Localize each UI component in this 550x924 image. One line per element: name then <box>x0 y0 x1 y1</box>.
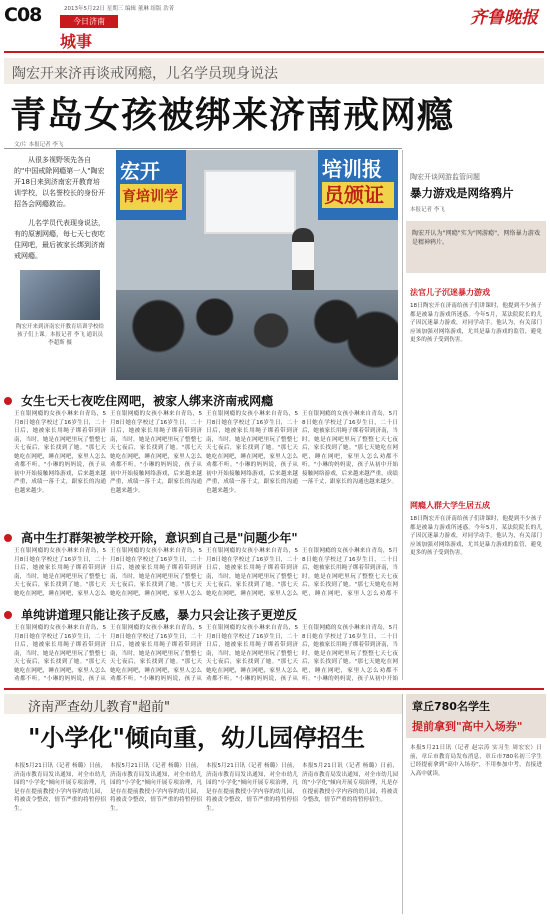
section-tab: 今日济南 <box>60 15 118 28</box>
sidebar-body: 18日陶宏开在济南给孩子们讲课时，他提到不少孩子都是被暴力游戏所迷惑。今年5月，某法院院长的儿子因沉迷暴力游戏，对同学动手。他认为，有关部门应该加强对网络游戏，尤其是暴力游戏的监管，避免更多的孩子受到伤害。 <box>410 516 542 556</box>
page-number: C08 <box>4 4 42 26</box>
body-text: 王在银网瘾的女孩小琳来自青岛，5月8日她在学校过了16岁生日，二十日后，她被家长用绳子绑着带到济南，当时，她是在网吧里玩了整整七天七夜后，家长找到了她。"那七天她吃在网吧，睡在网吧，家里人怎么 <box>206 548 298 597</box>
subhead-row <box>4 604 402 623</box>
sidebar-kicker: 陶宏开谈网游监管问题 <box>410 173 480 181</box>
photo-banner-left: 宏开 育培训学 <box>116 150 186 220</box>
sidebar-subhead-2: 网瘾人群大学生居五成 <box>410 501 490 510</box>
bottom-right-head-band <box>406 694 546 738</box>
column-divider <box>402 150 403 680</box>
subhead-2: 高中生打群架被学校开除，意识到自己是"问题少年" <box>21 531 298 545</box>
projector-screen <box>204 170 296 234</box>
sidebar-headline: 暴力游戏是网络鸦片 <box>410 186 514 200</box>
photo-banner-right: 培训报 员颁证 <box>318 150 398 220</box>
sidebar-subhead: 法官儿子沉迷暴力游戏 <box>410 288 490 297</box>
column-divider <box>402 694 403 914</box>
body-text: 王在银网瘾的女孩小琳来自青岛，5月8日她在学校过了16岁生日，二十日后，她被家长用绳子绑着带到济南，当时，她是在网吧里玩了整整七天七夜后，家长找到了她。"那七天她吃在网吧，睡在网吧，家里人怎么劝都不听。"小琳的妈妈说，孩子从初中开始接触网络游戏，后来越来越严重，成绩一落千丈，跟家长的沟通也越来越少。 <box>14 411 106 494</box>
bottom-body: 本报5月21日讯（记者 杨璐）日前，济南市教育局发出通知，对全市幼儿园的"小学化"倾向开展专项治理，凡是存在提前教授小学内容的幼儿园，将被责令整改，情节严重的将暂停招生。 <box>110 763 202 812</box>
bottom-body: 本报5月21日讯（记者 杨璐）日前，济南市教育局发出通知，对全市幼儿园的"小学化"倾向开展专项治理，凡是存在提前教授小学内容的幼儿园，将被责令整改，情节严重的将暂停招生。 <box>302 763 398 803</box>
sidebar-byline: 本报记者 李飞 <box>410 207 445 213</box>
sidebar-intro: 陶宏开认为"网瘾"实为"网游瘾"，网络暴力游戏是精神鸦片。 <box>406 221 546 273</box>
bullet-icon <box>4 611 12 619</box>
sidebar <box>406 150 546 605</box>
sidebar-body: 18日陶宏开在济南给孩子们讲课时，他提到不少孩子都是被暴力游戏所迷惑。今年5月，某法院院长的儿子因沉迷暴力游戏，对同学动手。他认为，有关部门应该加强对网络游戏，尤其是暴力游戏的监管，避免更多的孩子受到伤害。 <box>410 303 542 343</box>
bullet-icon <box>4 397 12 405</box>
lead-paragraph: 儿名学员代表现身说法，有的原割网瘾，每七天七夜吃住网吧，最后被家长绑到济南戒网瘾。 <box>14 219 105 260</box>
lead-paragraph: 从很多视野领先各自的"中国戒除网瘾第一人"陶宏开18日来到济南宏开教育培训学校，以名誉校长的身份开招各会网瘾救治。 <box>14 156 105 208</box>
bottom-headline: "小学化"倾向重，幼儿园停招生 <box>28 723 366 752</box>
bottom-body: 本报5月21日讯（记者 杨璐）日前，济南市教育局发出通知，对全市幼儿园的"小学化"倾向开展专项治理，凡是存在提前教授小学内容的幼儿园，将被责令整改，情节严重的将暂停招生。 <box>206 763 298 812</box>
bottom-right-body: 本报5月21日讯（记者 赵宗涛 实习生 周宏宏）日前，章丘市教育局发布消息，章丘市780名初三学生已经提前拿到"高中入场券"，不用参加中考，直接进入高中就读。 <box>410 745 542 777</box>
top-kicker: 陶宏开来济再谈戒网瘾，儿名学员现身说法 <box>12 66 278 82</box>
body-text: 王在银网瘾的女孩小琳来自青岛，5月8日她在学校过了16岁生日，二十日后，她被家长用绳子绑着带到济南，当时，她是在网吧里玩了整整七天七夜后，家长找到了她。"那七天她吃在网吧，睡在网吧，家里人怎么劝都不听。"小琳的妈妈说，孩子从 <box>110 625 202 682</box>
classroom-photo <box>116 150 398 380</box>
top-headline: 青岛女孩被绑来济南戒网瘾 <box>10 94 455 136</box>
bottom-body: 本报5月21日讯（记者 杨璐）日前，济南市教育局发出通知，对全市幼儿园的"小学化"倾向开展专项治理，凡是存在提前教授小学内容的幼儿园，将被责令整改，情节严重的将暂停招生。 <box>14 763 106 812</box>
top-byline: 文/片 本报记者 李飞 <box>14 142 64 148</box>
body-text: 王在银网瘾的女孩小琳来自青岛，5月8日她在学校过了16岁生日，二十日后，她被家长用绳子绑着带到济南，当时，她是在网吧里玩了整整七天七夜后，家长找到了她。"那七天她吃在网吧，睡在网吧，家里人怎么劝都不听。"小琳的妈妈说，孩子从初中开始接触网络游戏，后来越来越严重，成绩一落千丈，跟家长的沟通也越来越少。 <box>206 411 298 494</box>
body-text: 王在银网瘾的女孩小琳来自青岛，5月8日她在学校过了16岁生日，二十日后，她被家长用绳子绑着带到济南，当时，她是在网吧里玩了整整七天七夜后，家长找到了她。"那七天她吃在网吧，睡在网吧，家里人怎么劝都不听。"小琳的妈妈说，孩子从初中开始 <box>302 625 398 682</box>
date-line: 2013年5月22日 星期三 编辑 董琳 组版 浩菁 <box>64 6 175 12</box>
divider <box>4 148 402 149</box>
divider <box>4 688 544 690</box>
body-text: 王在银网瘾的女孩小琳来自青岛，5月8日她在学校过了16岁生日，二十日后，她被家长用绳子绑着带到济南，当时，她是在网吧里玩了整整七天七夜后，家长找到了她。"那七天她吃在网吧，睡在网吧，家里人怎么劝都不听。"小琳的妈妈说，孩子从 <box>14 625 106 682</box>
bottom-kicker: 济南严查幼儿教育"超前" <box>28 700 170 715</box>
subhead-row <box>4 527 402 546</box>
lead-column <box>14 155 106 347</box>
section-title: 城事 <box>60 32 93 51</box>
bottom-right-block <box>406 694 546 903</box>
audience <box>116 290 398 380</box>
subhead-row <box>4 390 402 409</box>
thumb-caption: 陶宏开来到济南宏开教育培训学校给孩子们上课。本报记者 李飞 通讯员 李超斯 摄 <box>15 324 104 346</box>
speaker <box>292 228 314 298</box>
body-text: 王在银网瘾的女孩小琳来自青岛，5月8日她在学校过了16岁生日，二十日后，她被家长用绳子绑着带到济南，当时，她是在网吧里玩了整整七天七夜后，家长找到了她。"那七天她吃在网吧，睡在网吧，家里人怎么劝都不听。"小琳的妈妈说，孩子从 <box>206 625 298 682</box>
bottom-right-head: 章丘780名学生 <box>412 700 490 713</box>
body-text: 王在银网瘾的女孩小琳来自青岛，5月8日她在学校过了16岁生日，二十日后，她被家长用绳子绑着带到济南，当时，她是在网吧里玩了整整七天七夜后，家长找到了她。"那七天她吃在网吧，睡在网吧，家里人怎么 <box>110 548 202 597</box>
thumb-photo <box>20 270 100 320</box>
subhead-3: 单纯讲道理只能让孩子反感，暴力只会让孩子更逆反 <box>21 608 298 622</box>
subhead-1: 女生七天七夜吃住网吧，被家人绑来济南戒网瘾 <box>21 394 274 408</box>
body-text: 王在银网瘾的女孩小琳来自青岛，5月8日她在学校过了16岁生日，二十日后，她被家长用绳子绑着带到济南，当时，她是在网吧里玩了整整七天七夜后，家长找到了她。"那七天她吃在网吧，睡在网吧，家里人怎么劝都不 <box>302 548 398 597</box>
body-text: 王在银网瘾的女孩小琳来自青岛，5月8日她在学校过了16岁生日，二十日后，她被家长用绳子绑着带到济南，当时，她是在网吧里玩了整整七天七夜后，家长找到了她。"那七天她吃在网吧，睡在网吧，家里人怎么劝都不听。"小琳的妈妈说，孩子从初中开始接触网络游戏，后来越来越严重，成绩一落千丈，跟家长的沟通也越来越少。 <box>110 411 202 494</box>
body-text: 王在银网瘾的女孩小琳来自青岛，5月8日她在学校过了16岁生日，二十日后，她被家长用绳子绑着带到济南，当时，她是在网吧里玩了整整七天七夜后，家长找到了她。"那七天她吃在网吧，睡在网吧，家里人怎么劝都不听。"小琳的妈妈说，孩子从初中开始接触网络游戏，后来越来越严重，成绩一落千丈，跟家长的沟通也越来越少。 <box>302 411 398 485</box>
header-rule <box>4 51 544 53</box>
body-text: 王在银网瘾的女孩小琳来自青岛，5月8日她在学校过了16岁生日，二十日后，她被家长用绳子绑着带到济南，当时，她是在网吧里玩了整整七天七夜后，家长找到了她。"那七天她吃在网吧，睡在网吧，家里人怎么 <box>14 548 106 597</box>
newspaper-logo: 齐鲁晚报 <box>470 8 538 28</box>
bottom-right-head2: 提前拿到"高中入场券" <box>412 720 523 733</box>
bullet-icon <box>4 534 12 542</box>
